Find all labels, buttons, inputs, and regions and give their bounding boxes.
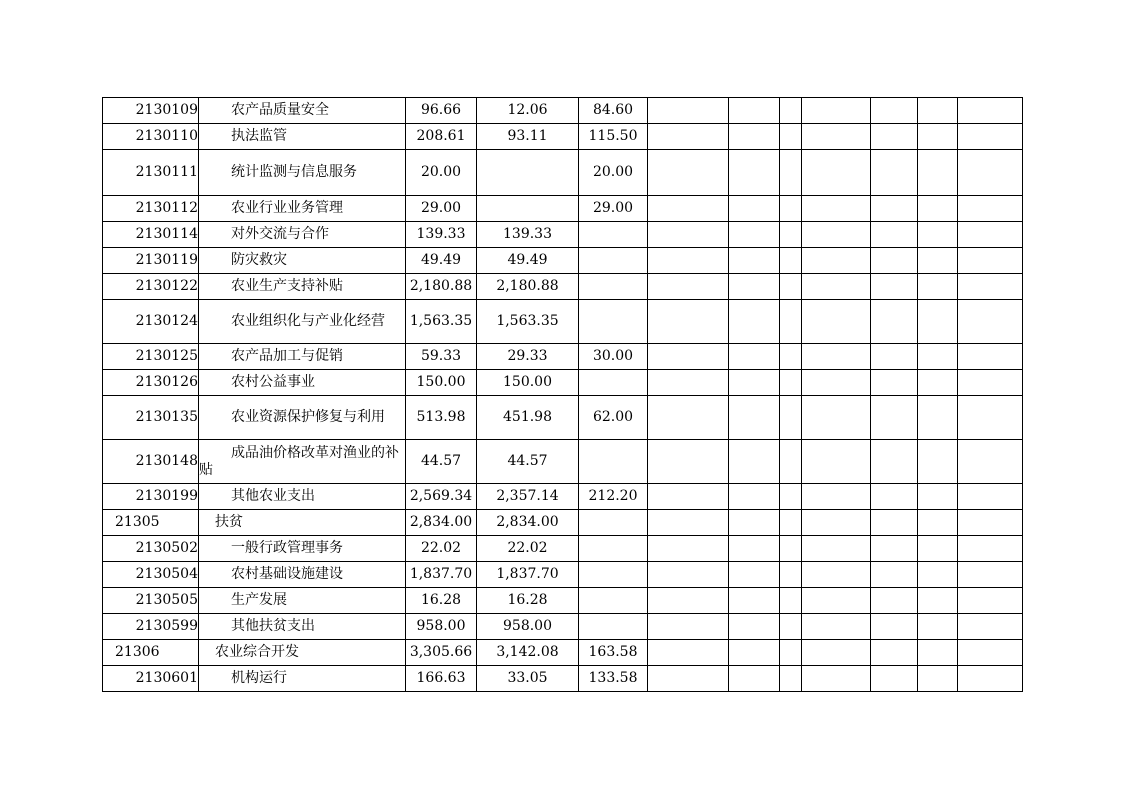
- empty-cell: [729, 98, 780, 124]
- empty-cell: [802, 614, 871, 640]
- empty-cell: [871, 510, 918, 536]
- basic-expenditure-cell: 3,142.08: [477, 640, 579, 666]
- empty-cell: [871, 396, 918, 440]
- empty-cell: [958, 588, 1023, 614]
- subject-name-cell: [199, 440, 406, 484]
- empty-cell: [958, 124, 1023, 150]
- project-expenditure-cell: [579, 588, 648, 614]
- subject-name-text: 生产发展: [231, 592, 287, 608]
- empty-cell: [958, 222, 1023, 248]
- project-expenditure-cell: 20.00: [579, 150, 648, 196]
- subject-name-cell: [199, 614, 406, 640]
- empty-cell: [958, 370, 1023, 396]
- table-row: [103, 300, 1023, 344]
- empty-cell: [729, 588, 780, 614]
- subject-name-cell: [199, 562, 406, 588]
- subject-name-cell: [199, 124, 406, 150]
- total-amount-cell: 20.00: [406, 150, 477, 196]
- project-expenditure-cell: 84.60: [579, 98, 648, 124]
- subject-code-cell: 2130148: [103, 440, 199, 484]
- empty-cell: [802, 510, 871, 536]
- subject-name-text: 农村基础设施建设: [231, 566, 343, 582]
- subject-name-cell: [199, 396, 406, 440]
- table-row: [103, 150, 1023, 196]
- subject-name-text: 对外交流与合作: [231, 226, 329, 242]
- empty-cell: [648, 640, 729, 666]
- subject-code-cell: 2130119: [103, 248, 199, 274]
- empty-cell: [958, 344, 1023, 370]
- subject-code-cell: 2130599: [103, 614, 199, 640]
- total-amount-cell: 2,834.00: [406, 510, 477, 536]
- project-expenditure-cell: [579, 300, 648, 344]
- empty-cell: [780, 124, 802, 150]
- empty-cell: [958, 196, 1023, 222]
- subject-code-cell: 2130504: [103, 562, 199, 588]
- empty-cell: [780, 440, 802, 484]
- empty-cell: [729, 196, 780, 222]
- empty-cell: [802, 98, 871, 124]
- table-row: [103, 248, 1023, 274]
- basic-expenditure-cell: 33.05: [477, 666, 579, 692]
- table-body: [103, 98, 1023, 692]
- empty-cell: [780, 300, 802, 344]
- basic-expenditure-cell: 22.02: [477, 536, 579, 562]
- empty-cell: [780, 666, 802, 692]
- empty-cell: [871, 124, 918, 150]
- empty-cell: [871, 150, 918, 196]
- empty-cell: [729, 150, 780, 196]
- empty-cell: [780, 588, 802, 614]
- project-expenditure-cell: 115.50: [579, 124, 648, 150]
- total-amount-cell: 208.61: [406, 124, 477, 150]
- empty-cell: [729, 248, 780, 274]
- empty-cell: [918, 124, 958, 150]
- empty-cell: [958, 562, 1023, 588]
- empty-cell: [780, 222, 802, 248]
- empty-cell: [729, 396, 780, 440]
- total-amount-cell: 29.00: [406, 196, 477, 222]
- empty-cell: [958, 640, 1023, 666]
- table-row: [103, 614, 1023, 640]
- empty-cell: [871, 588, 918, 614]
- empty-cell: [802, 300, 871, 344]
- empty-cell: [802, 370, 871, 396]
- empty-cell: [648, 396, 729, 440]
- project-expenditure-cell: 29.00: [579, 196, 648, 222]
- project-expenditure-cell: [579, 248, 648, 274]
- empty-cell: [648, 370, 729, 396]
- empty-cell: [958, 150, 1023, 196]
- empty-cell: [780, 396, 802, 440]
- subject-name-cell: [199, 640, 406, 666]
- empty-cell: [729, 274, 780, 300]
- subject-code-cell: 21305: [103, 510, 199, 536]
- basic-expenditure-cell: 93.11: [477, 124, 579, 150]
- empty-cell: [648, 440, 729, 484]
- empty-cell: [648, 484, 729, 510]
- empty-cell: [918, 344, 958, 370]
- empty-cell: [802, 640, 871, 666]
- empty-cell: [780, 344, 802, 370]
- basic-expenditure-cell: 150.00: [477, 370, 579, 396]
- project-expenditure-cell: [579, 510, 648, 536]
- basic-expenditure-cell: 451.98: [477, 396, 579, 440]
- basic-expenditure-cell: 1,563.35: [477, 300, 579, 344]
- subject-name-cell: [199, 484, 406, 510]
- empty-cell: [780, 614, 802, 640]
- basic-expenditure-cell: 139.33: [477, 222, 579, 248]
- subject-code-cell: 2130199: [103, 484, 199, 510]
- subject-name-cell: [199, 370, 406, 396]
- subject-code-cell: 2130125: [103, 344, 199, 370]
- empty-cell: [802, 666, 871, 692]
- project-expenditure-cell: [579, 274, 648, 300]
- empty-cell: [958, 274, 1023, 300]
- empty-cell: [871, 248, 918, 274]
- total-amount-cell: 1,837.70: [406, 562, 477, 588]
- project-expenditure-cell: [579, 440, 648, 484]
- table-row: [103, 222, 1023, 248]
- subject-name-text: 成品油价格改革对渔业的补贴: [199, 444, 399, 478]
- empty-cell: [729, 300, 780, 344]
- empty-cell: [918, 248, 958, 274]
- empty-cell: [871, 344, 918, 370]
- project-expenditure-cell: 30.00: [579, 344, 648, 370]
- basic-expenditure-cell: 1,837.70: [477, 562, 579, 588]
- project-expenditure-cell: [579, 536, 648, 562]
- empty-cell: [918, 222, 958, 248]
- empty-cell: [802, 484, 871, 510]
- basic-expenditure-cell: 2,834.00: [477, 510, 579, 536]
- subject-name-text: 农业组织化与产业化经营: [231, 313, 385, 329]
- total-amount-cell: 3,305.66: [406, 640, 477, 666]
- empty-cell: [729, 344, 780, 370]
- empty-cell: [918, 666, 958, 692]
- empty-cell: [802, 588, 871, 614]
- table-row: [103, 562, 1023, 588]
- subject-code-cell: 2130109: [103, 98, 199, 124]
- subject-name-text: 机构运行: [231, 670, 287, 686]
- subject-name-cell: [199, 510, 406, 536]
- empty-cell: [729, 614, 780, 640]
- total-amount-cell: 2,180.88: [406, 274, 477, 300]
- subject-code-cell: 2130114: [103, 222, 199, 248]
- empty-cell: [802, 396, 871, 440]
- empty-cell: [648, 124, 729, 150]
- empty-cell: [918, 440, 958, 484]
- empty-cell: [958, 484, 1023, 510]
- subject-name-cell: [199, 300, 406, 344]
- empty-cell: [958, 536, 1023, 562]
- empty-cell: [780, 248, 802, 274]
- subject-name-text: 统计监测与信息服务: [231, 164, 357, 180]
- empty-cell: [871, 196, 918, 222]
- total-amount-cell: 150.00: [406, 370, 477, 396]
- basic-expenditure-cell: [477, 196, 579, 222]
- empty-cell: [802, 222, 871, 248]
- project-expenditure-cell: 133.58: [579, 666, 648, 692]
- total-amount-cell: 96.66: [406, 98, 477, 124]
- subject-name-text: 农村公益事业: [231, 374, 315, 390]
- total-amount-cell: 1,563.35: [406, 300, 477, 344]
- empty-cell: [648, 196, 729, 222]
- empty-cell: [802, 344, 871, 370]
- empty-cell: [958, 510, 1023, 536]
- total-amount-cell: 513.98: [406, 396, 477, 440]
- subject-code-cell: 2130126: [103, 370, 199, 396]
- empty-cell: [871, 536, 918, 562]
- table-row: [103, 536, 1023, 562]
- empty-cell: [780, 196, 802, 222]
- empty-cell: [871, 614, 918, 640]
- basic-expenditure-cell: [477, 150, 579, 196]
- subject-name-cell: [199, 588, 406, 614]
- empty-cell: [729, 640, 780, 666]
- subject-code-cell: 2130601: [103, 666, 199, 692]
- empty-cell: [871, 98, 918, 124]
- subject-name-text: 其他扶贫支出: [231, 618, 315, 634]
- subject-code-cell: 2130122: [103, 274, 199, 300]
- empty-cell: [918, 484, 958, 510]
- empty-cell: [871, 484, 918, 510]
- empty-cell: [802, 274, 871, 300]
- table-row: [103, 274, 1023, 300]
- empty-cell: [871, 666, 918, 692]
- subject-name-text: 扶贫: [215, 514, 243, 530]
- total-amount-cell: 59.33: [406, 344, 477, 370]
- subject-name-text: 农产品质量安全: [231, 102, 329, 118]
- empty-cell: [802, 124, 871, 150]
- empty-cell: [648, 222, 729, 248]
- subject-name-cell: [199, 248, 406, 274]
- empty-cell: [871, 640, 918, 666]
- table-row: [103, 344, 1023, 370]
- empty-cell: [802, 536, 871, 562]
- empty-cell: [802, 440, 871, 484]
- table-row: [103, 640, 1023, 666]
- subject-code-cell: 2130124: [103, 300, 199, 344]
- empty-cell: [729, 666, 780, 692]
- table-row: [103, 440, 1023, 484]
- subject-name-text: 一般行政管理事务: [231, 540, 343, 556]
- empty-cell: [648, 150, 729, 196]
- empty-cell: [802, 562, 871, 588]
- subject-name-cell: [199, 536, 406, 562]
- basic-expenditure-cell: 2,180.88: [477, 274, 579, 300]
- subject-name-text: 执法监管: [231, 128, 287, 144]
- total-amount-cell: 958.00: [406, 614, 477, 640]
- empty-cell: [780, 562, 802, 588]
- empty-cell: [648, 274, 729, 300]
- subject-name-cell: [199, 344, 406, 370]
- budget-table: [102, 97, 1023, 692]
- table-row: [103, 396, 1023, 440]
- empty-cell: [648, 98, 729, 124]
- subject-name-text: 防灾救灾: [231, 252, 287, 268]
- subject-name-cell: [199, 666, 406, 692]
- basic-expenditure-cell: 2,357.14: [477, 484, 579, 510]
- subject-name-cell: [199, 222, 406, 248]
- empty-cell: [958, 440, 1023, 484]
- empty-cell: [871, 440, 918, 484]
- empty-cell: [780, 536, 802, 562]
- empty-cell: [871, 274, 918, 300]
- project-expenditure-cell: [579, 370, 648, 396]
- empty-cell: [802, 196, 871, 222]
- empty-cell: [871, 300, 918, 344]
- empty-cell: [871, 370, 918, 396]
- project-expenditure-cell: [579, 562, 648, 588]
- empty-cell: [802, 248, 871, 274]
- empty-cell: [648, 536, 729, 562]
- table-row: [103, 510, 1023, 536]
- total-amount-cell: 2,569.34: [406, 484, 477, 510]
- empty-cell: [780, 510, 802, 536]
- basic-expenditure-cell: 49.49: [477, 248, 579, 274]
- subject-code-cell: 2130111: [103, 150, 199, 196]
- table-row: [103, 666, 1023, 692]
- empty-cell: [958, 98, 1023, 124]
- empty-cell: [958, 666, 1023, 692]
- empty-cell: [918, 150, 958, 196]
- total-amount-cell: 49.49: [406, 248, 477, 274]
- empty-cell: [918, 536, 958, 562]
- total-amount-cell: 16.28: [406, 588, 477, 614]
- empty-cell: [648, 300, 729, 344]
- empty-cell: [918, 614, 958, 640]
- subject-code-cell: 2130505: [103, 588, 199, 614]
- table-row: [103, 484, 1023, 510]
- subject-name-text: 农业生产支持补贴: [231, 278, 343, 294]
- project-expenditure-cell: [579, 222, 648, 248]
- subject-name-cell: [199, 98, 406, 124]
- empty-cell: [648, 666, 729, 692]
- table-row: [103, 588, 1023, 614]
- subject-code-cell: 2130135: [103, 396, 199, 440]
- empty-cell: [648, 248, 729, 274]
- total-amount-cell: 139.33: [406, 222, 477, 248]
- empty-cell: [958, 300, 1023, 344]
- empty-cell: [780, 98, 802, 124]
- empty-cell: [958, 396, 1023, 440]
- empty-cell: [780, 274, 802, 300]
- empty-cell: [729, 484, 780, 510]
- table-row: [103, 98, 1023, 124]
- empty-cell: [780, 370, 802, 396]
- empty-cell: [729, 440, 780, 484]
- basic-expenditure-cell: 44.57: [477, 440, 579, 484]
- empty-cell: [648, 588, 729, 614]
- empty-cell: [918, 196, 958, 222]
- table-row: [103, 124, 1023, 150]
- empty-cell: [918, 300, 958, 344]
- empty-cell: [958, 614, 1023, 640]
- project-expenditure-cell: [579, 614, 648, 640]
- subject-name-text: 农业资源保护修复与利用: [231, 409, 385, 425]
- subject-code-cell: 2130502: [103, 536, 199, 562]
- empty-cell: [918, 588, 958, 614]
- empty-cell: [729, 370, 780, 396]
- subject-code-cell: 2130112: [103, 196, 199, 222]
- table-row: [103, 196, 1023, 222]
- empty-cell: [648, 510, 729, 536]
- subject-name-text: 农产品加工与促销: [231, 348, 343, 364]
- empty-cell: [918, 370, 958, 396]
- project-expenditure-cell: 212.20: [579, 484, 648, 510]
- empty-cell: [648, 344, 729, 370]
- subject-code-cell: 2130110: [103, 124, 199, 150]
- empty-cell: [648, 562, 729, 588]
- empty-cell: [729, 510, 780, 536]
- empty-cell: [918, 98, 958, 124]
- empty-cell: [802, 150, 871, 196]
- basic-expenditure-cell: 16.28: [477, 588, 579, 614]
- empty-cell: [729, 222, 780, 248]
- subject-name-text: 农业行业业务管理: [231, 200, 343, 216]
- total-amount-cell: 22.02: [406, 536, 477, 562]
- empty-cell: [918, 562, 958, 588]
- subject-name-cell: [199, 150, 406, 196]
- empty-cell: [918, 396, 958, 440]
- subject-name-cell: [199, 196, 406, 222]
- empty-cell: [918, 510, 958, 536]
- empty-cell: [871, 562, 918, 588]
- project-expenditure-cell: 163.58: [579, 640, 648, 666]
- empty-cell: [958, 248, 1023, 274]
- total-amount-cell: 44.57: [406, 440, 477, 484]
- subject-name-cell: [199, 274, 406, 300]
- empty-cell: [918, 640, 958, 666]
- basic-expenditure-cell: 12.06: [477, 98, 579, 124]
- total-amount-cell: 166.63: [406, 666, 477, 692]
- empty-cell: [780, 484, 802, 510]
- empty-cell: [648, 614, 729, 640]
- project-expenditure-cell: 62.00: [579, 396, 648, 440]
- empty-cell: [729, 124, 780, 150]
- empty-cell: [871, 222, 918, 248]
- empty-cell: [918, 274, 958, 300]
- basic-expenditure-cell: 29.33: [477, 344, 579, 370]
- empty-cell: [729, 562, 780, 588]
- table-row: [103, 370, 1023, 396]
- basic-expenditure-cell: 958.00: [477, 614, 579, 640]
- subject-name-text: 其他农业支出: [231, 488, 315, 504]
- subject-name-text: 农业综合开发: [215, 644, 299, 660]
- empty-cell: [729, 536, 780, 562]
- empty-cell: [780, 640, 802, 666]
- empty-cell: [780, 150, 802, 196]
- subject-code-cell: 21306: [103, 640, 199, 666]
